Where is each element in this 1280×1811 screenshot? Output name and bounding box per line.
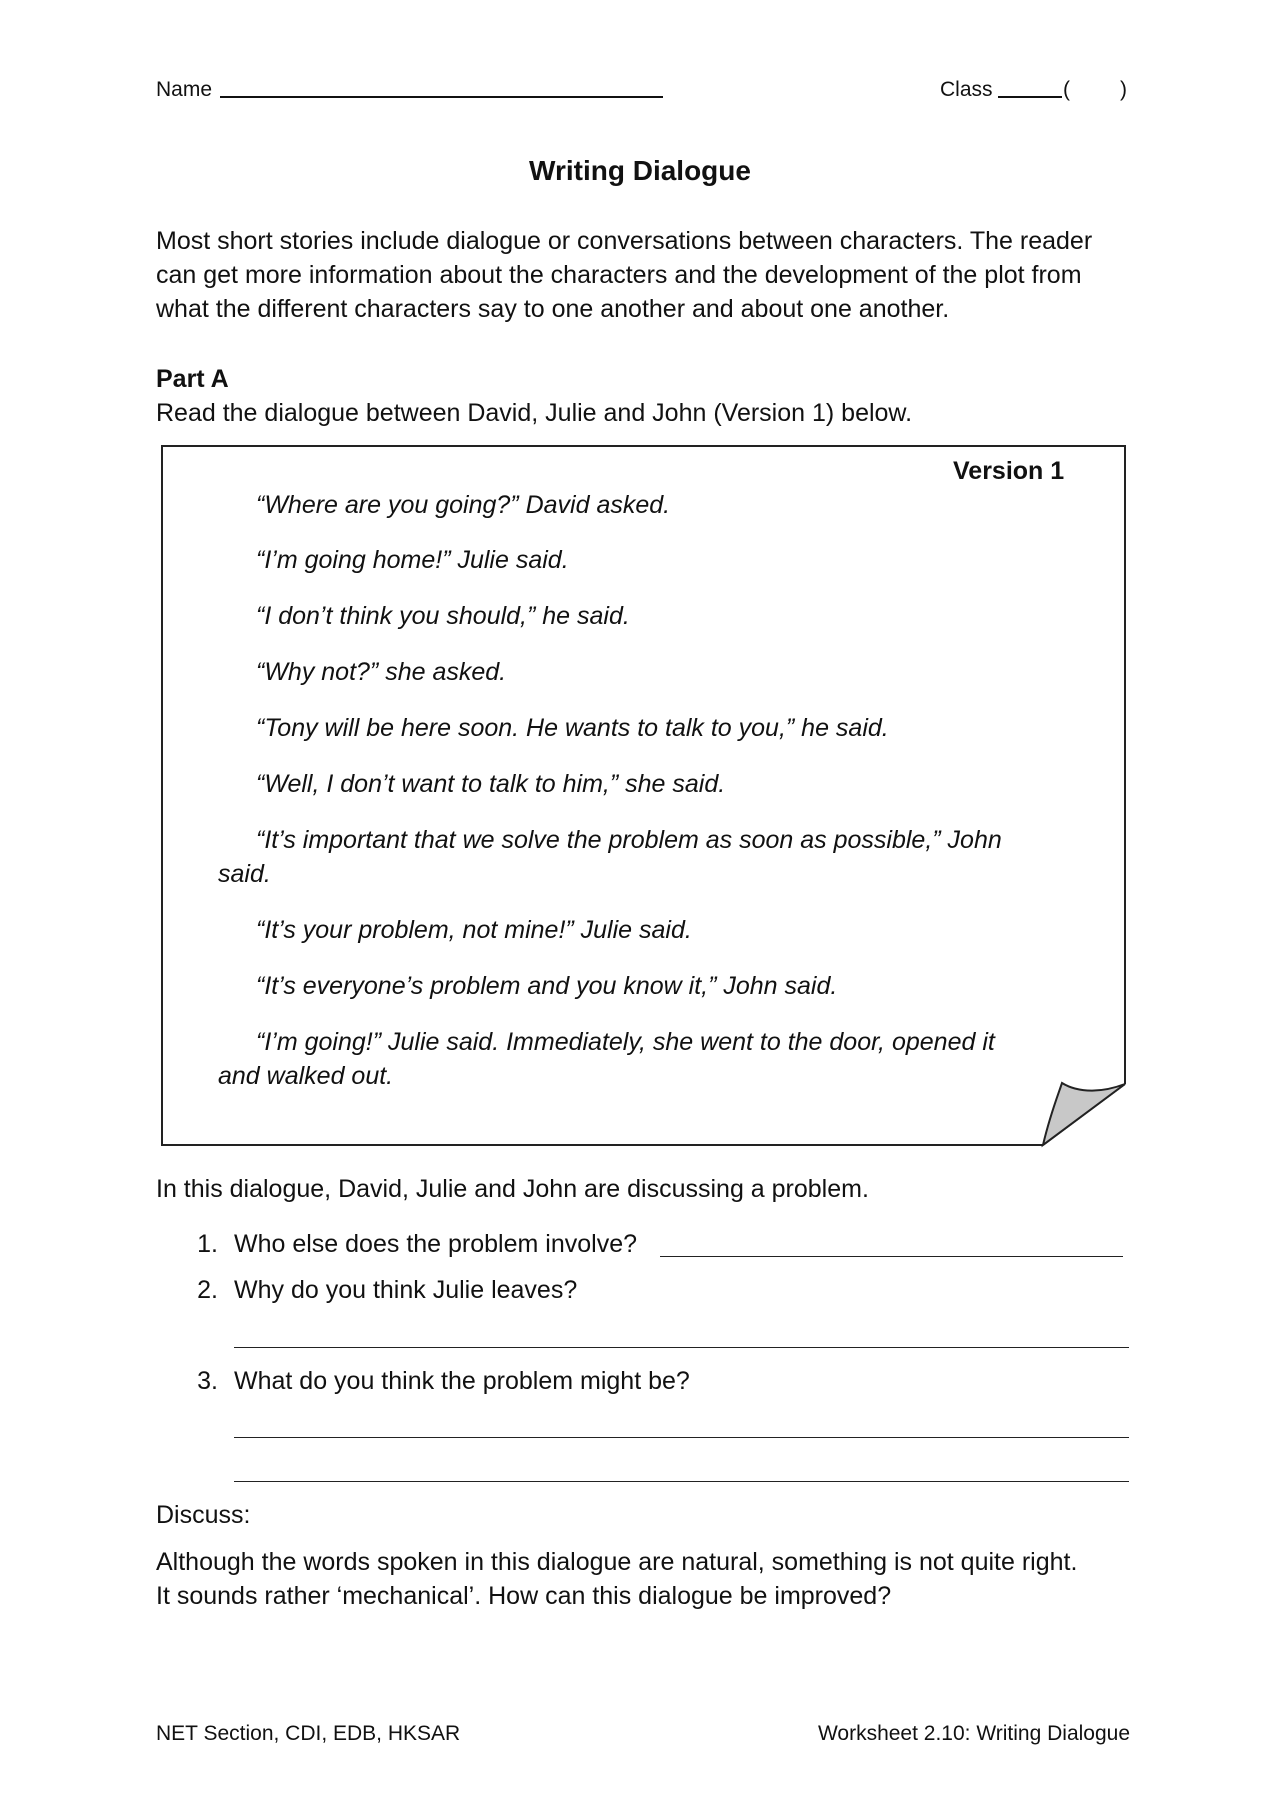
- dialogue-line-3: “I don’t think you should,” he said.: [256, 602, 630, 630]
- after-box-text: In this dialogue, David, Julie and John are discussing a problem.: [156, 1175, 869, 1203]
- intro-line-1: Most short stories include dialogue or conversations between characters. The reader: [156, 227, 1093, 255]
- dialogue-line-1: “Where are you going?” David asked.: [256, 491, 671, 519]
- question-1-number: 1.: [197, 1230, 218, 1258]
- discuss-line-1: Although the words spoken in this dialogue are natural, something is not quite right.: [156, 1548, 1078, 1576]
- question-2-number: 2.: [197, 1276, 218, 1304]
- footer-left: NET Section, CDI, EDB, HKSAR: [156, 1722, 461, 1745]
- question-3-answer-line-2[interactable]: [234, 1481, 1129, 1482]
- part-a-instruction: Read the dialogue between David, Julie and John (Version 1) below.: [156, 399, 913, 427]
- dialogue-line-10-cont: and walked out.: [218, 1062, 394, 1090]
- question-3-text: What do you think the problem might be?: [234, 1367, 690, 1395]
- paren-close: ): [1120, 78, 1127, 101]
- discuss-line-2: It sounds rather ‘mechanical’. How can this dialogue be improved?: [156, 1582, 892, 1610]
- question-2-answer-line[interactable]: [234, 1347, 1129, 1348]
- dialogue-line-10: “I’m going!” Julie said. Immediately, she went to the door, opened it: [256, 1028, 995, 1056]
- dialogue-line-7-cont: said.: [218, 860, 271, 888]
- name-label: Name: [156, 78, 213, 101]
- question-1-text: Who else does the problem involve?: [234, 1230, 638, 1258]
- part-a-heading: Part A: [156, 365, 229, 393]
- dialogue-line-6: “Well, I don’t want to talk to him,” she said.: [256, 770, 726, 798]
- question-2-text: Why do you think Julie leaves?: [234, 1276, 578, 1304]
- question-3-answer-line-1[interactable]: [234, 1437, 1129, 1438]
- page-title: Writing Dialogue: [529, 155, 751, 186]
- dialogue-line-4: “Why not?” she asked.: [256, 658, 507, 686]
- version-label: Version 1: [953, 457, 1065, 485]
- question-3-number: 3.: [197, 1367, 218, 1395]
- footer-right: Worksheet 2.10: Writing Dialogue: [817, 1722, 1130, 1745]
- page-curl-icon: [1043, 1083, 1125, 1145]
- dialogue-line-2: “I’m going home!” Julie said.: [256, 546, 569, 574]
- intro-line-3: what the different characters say to one another and about one another.: [156, 295, 950, 323]
- dialogue-line-5: “Tony will be here soon. He wants to talk to you,” he said.: [256, 714, 889, 742]
- intro-line-2: can get more information about the characters and the development of the plot from: [156, 261, 1082, 289]
- discuss-label: Discuss:: [156, 1501, 251, 1529]
- question-1-answer-line[interactable]: [660, 1256, 1123, 1257]
- dialogue-line-7: “It’s important that we solve the problem as soon as possible,” John: [256, 826, 1002, 854]
- paren-open: (: [1063, 78, 1070, 101]
- class-label: Class: [940, 78, 993, 101]
- dialogue-line-8: “It’s your problem, not mine!” Julie said.: [256, 916, 692, 944]
- dialogue-line-9: “It’s everyone’s problem and you know it,” John said.: [256, 972, 838, 1000]
